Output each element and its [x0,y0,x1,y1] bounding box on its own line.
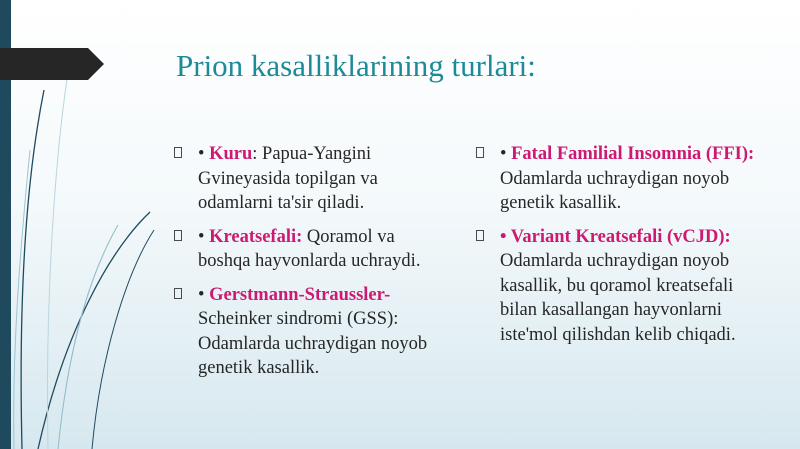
item-term: Gerstmann-Straussler- [209,284,391,305]
list-item-ffi [476,142,756,216]
left-bullet-list [174,142,436,390]
item-term: Kuru [209,144,253,164]
item-description: : Papua-Yangini Gvineyasida topilgan va odamlarni ta'sir qiladi. [198,144,378,213]
item-term: Fatal Familial Insomnia (FFI): [511,144,755,164]
item-description: Qoramol va boshqa hayvonlarda uchraydi. [198,226,421,271]
list-item-gss [174,283,436,381]
item-lead: • [198,226,210,247]
bullet-icon [476,147,484,158]
item-description: Odamlarda uchraydigan noyob genetik kasallik. [500,168,730,213]
list-item-vcjd [476,225,756,348]
item-term: Kreatsefali: [209,226,303,247]
slide-title: Prion kasalliklarining turlari: [176,48,536,83]
list-item-kreatsefali [174,225,436,274]
bullet-icon [476,230,484,241]
item-description: Odamlarda uchraydigan noyob kasallik, bu qoramol kreatsefali bilan kasallangan hayvonlarni iste'mol qilishdan kelib chiqadi. [500,251,736,345]
item-description: Scheinker sindromi (GSS): Odamlarda uchraydigan noyob genetik kasallik. [198,309,428,378]
item-lead: • [500,144,512,164]
item-lead: • [198,284,210,305]
right-bullet-list [476,142,756,356]
bullet-icon [174,230,182,241]
bullet-icon [174,147,182,158]
item-term: • Variant Kreatsefali (vCJD): [500,226,731,247]
bullet-icon [174,288,182,299]
item-lead: • [198,144,210,164]
arrow-tab [0,48,104,80]
list-item-kuru [174,142,436,216]
